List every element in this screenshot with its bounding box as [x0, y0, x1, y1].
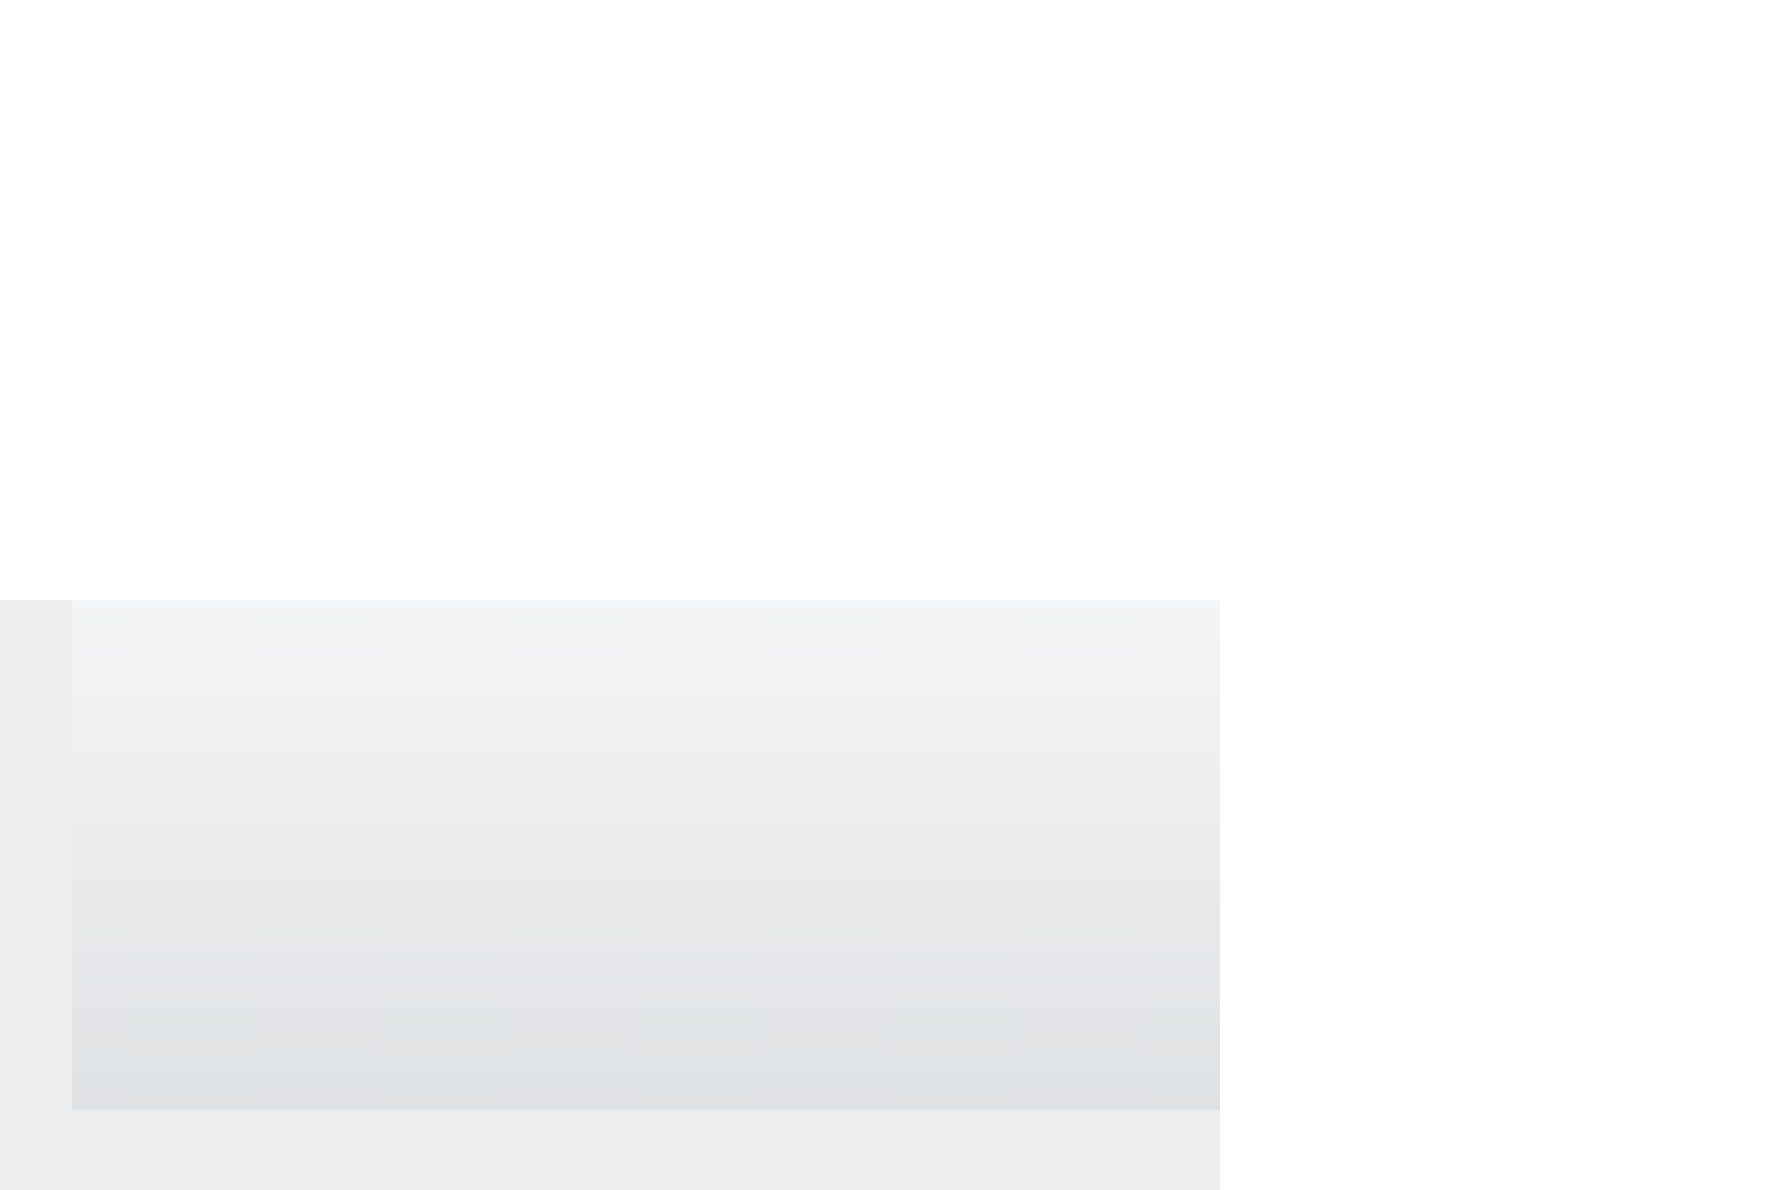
text-column-3 [576, 182, 811, 199]
text-column-5 [1234, 182, 1469, 199]
footer-left [84, 1140, 100, 1157]
text-column-6 [1486, 182, 1721, 199]
text-column-1 [72, 182, 307, 199]
text-column-4 [982, 182, 1217, 199]
footer-right [1697, 1140, 1713, 1157]
feature-image [72, 600, 1220, 1110]
text-column-2 [324, 182, 559, 199]
